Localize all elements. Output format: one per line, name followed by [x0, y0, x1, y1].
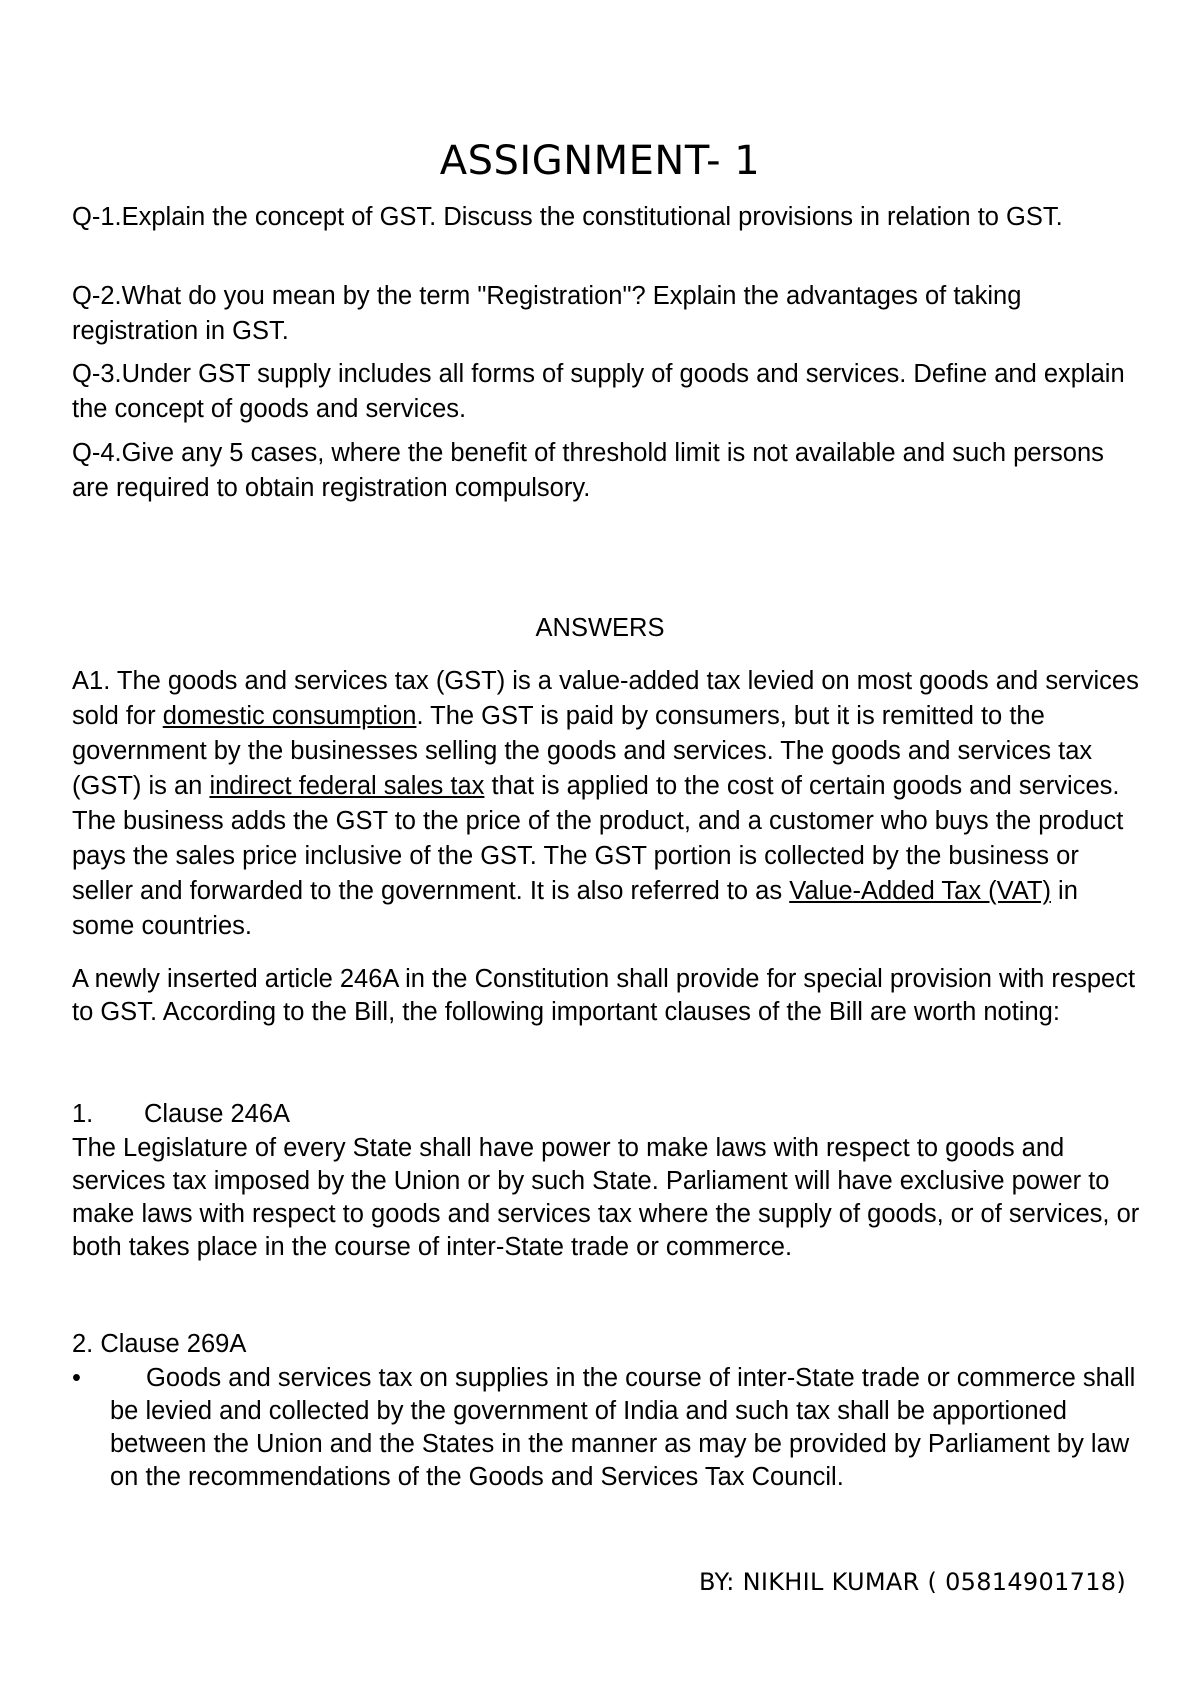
clause-number: 1.	[72, 1100, 94, 1128]
clause-269a-bullet-item	[72, 1362, 1142, 1494]
domestic-consumption-link[interactable]: domestic consumption	[162, 702, 417, 730]
page-title: ASSIGNMENT- 1	[439, 138, 761, 184]
question-2: Q-2.What do you mean by the term "Registration"? Explain the advantages of taking registration in GST.	[72, 282, 1022, 345]
question-3: Q-3.Under GST supply includes all forms of supply of goods and services. Define and explain the concept of goods and services.	[72, 360, 1125, 423]
answers-heading: ANSWERS	[535, 614, 665, 642]
question-4: Q-4.Give any 5 cases, where the benefit of threshold limit is not available and such persons are required to obtain registration compulsory.	[72, 439, 1104, 502]
author-footer: BY: NIKHIL KUMAR ( 05814901718)	[699, 1568, 1126, 1596]
clause-246a-heading	[72, 1100, 290, 1129]
answer-1-text: A1. The goods and services tax (GST) is a value-added tax levied on most goods and services sold for	[72, 667, 1139, 730]
article-246a-paragraph: A newly inserted article 246A in the Constitution shall provide for special provision with respect to GST. According to the Bill, the following important clauses of the Bill are worth noting:	[72, 965, 1136, 1026]
indirect-federal-sales-tax-link[interactable]: indirect federal sales tax	[209, 772, 485, 800]
answer-1-paragraph	[72, 664, 1142, 944]
question-1: Q-1.Explain the concept of GST. Discuss the constitutional provisions in relation to GST.	[72, 203, 1063, 231]
clause-269a-heading: 2. Clause 269A	[72, 1330, 247, 1358]
answer-1-text: . The GST is paid by consumers, but it is remitted to the government by the businesses selling the goods and services. The goods and services tax (GST) is an	[72, 702, 1093, 800]
clause-246a-text: The Legislature of every State shall have power to make laws with respect to goods and services tax imposed by the Union or by such State. Parliament will have exclusive power to make laws with respect to goods and services tax where the supply of goods, or of services, or both takes place in the course of inter-State trade or commerce.	[72, 1134, 1140, 1261]
value-added-tax-link[interactable]: Value-Added Tax (VAT)	[789, 877, 1051, 905]
bullet-icon: •	[72, 1364, 81, 1392]
answer-1-text: in some countries.	[72, 877, 1078, 940]
clause-269a-text: Goods and services tax on supplies in the course of inter-State trade or commerce shall be levied and collected by the government of India and such tax shall be apportioned between the Union and the States in the manner as may be provided by Parliament by law on the recommendations of the Goods and Services Tax Council.	[110, 1364, 1136, 1491]
answer-1-text: that is applied to the cost of certain goods and services. The business adds the GST to the price of the product, and a customer who buys the product pays the sales price inclusive of the GST. The GST portion is collected by the business or seller and forwarded to the government. It is also referred to as	[72, 772, 1124, 905]
clause-title: Clause 246A	[144, 1100, 291, 1128]
